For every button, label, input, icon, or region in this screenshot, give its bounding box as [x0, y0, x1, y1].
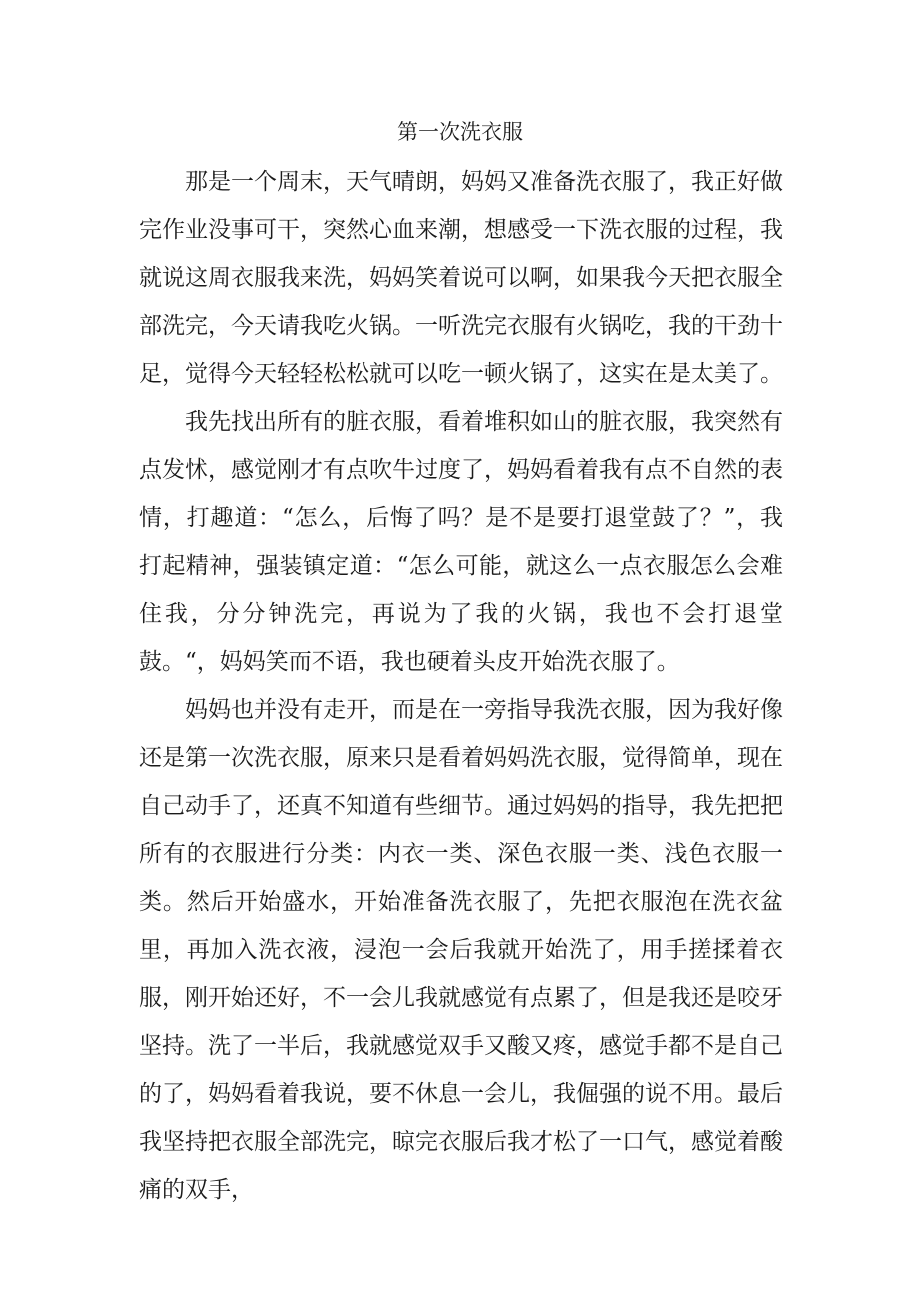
paragraph-3: 妈妈也并没有走开，而是在一旁指导我洗衣服，因为我好像还是第一次洗衣服，原来只是看着妈妈洗衣服，觉得简单，现在自己动手了，还真不知道有些细节。通过妈妈的指导，我先把把所有的衣服进行分类：内衣一类、深色衣服一类、浅色衣服一类。然后开始盛水，开始准备洗衣服了，先把衣服泡在洗衣盆里，再加入洗衣液，浸泡一会后我就开始洗了，用手搓揉着衣服，刚开始还好，不一会儿我就感觉有点累了，但是我还是咬牙坚持。洗了一半后，我就感觉双手又酸又疼，感觉手都不是自己的了，妈妈看着我说，要不休息一会儿，我倔强的说不用。最后我坚持把衣服全部洗完，晾完衣服后我才松了一口气，感觉着酸痛的双手， — [139, 697, 783, 1203]
paragraph-1: 那是一个周末，天气晴朗，妈妈又准备洗衣服了，我正好做完作业没事可干，突然心血来潮，想感受一下洗衣服的过程，我就说这周衣服我来洗，妈妈笑着说可以啊，如果我今天把衣服全部洗完，今天请我吃火锅。一听洗完衣服有火锅吃，我的干劲十足，觉得今天轻轻松松就可以吃一顿火锅了，这实在是太美了。 — [139, 169, 783, 387]
paragraph-2: 我先找出所有的脏衣服，看着堆积如山的脏衣服，我突然有点发怵，感觉刚才有点吹牛过度了，妈妈看着我有点不自然的表情，打趣道：“怎么，后悔了吗？是不是要打退堂鼓了？”，我打起精神，强装镇定道：“怎么可能，就这么一点衣服怎么会难住我，分分钟洗完，再说为了我的火锅，我也不会打退堂鼓。“，妈妈笑而不语，我也硬着头皮开始洗衣服了。 — [139, 409, 783, 675]
document-body — [139, 158, 783, 1214]
document-title: 第一次洗衣服 — [397, 120, 523, 144]
